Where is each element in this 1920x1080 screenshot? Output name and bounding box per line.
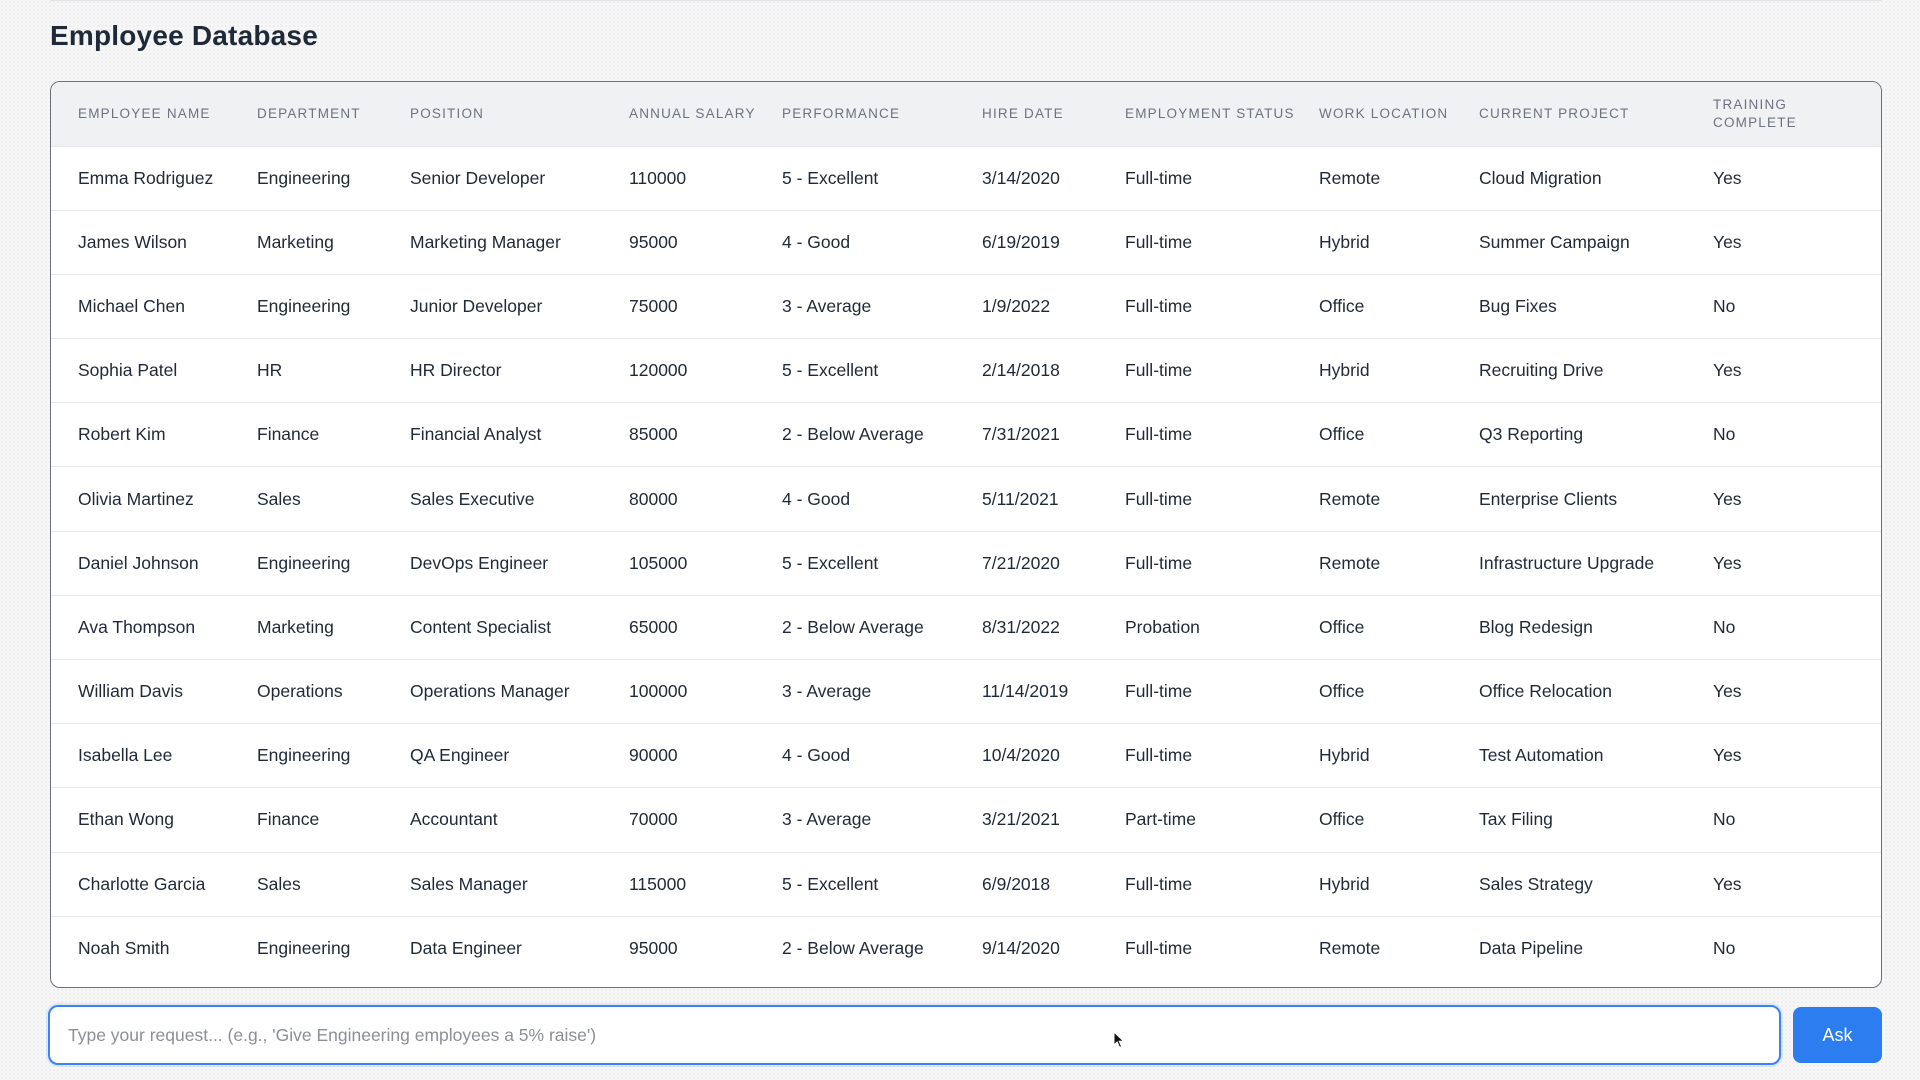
table-body (51, 146, 1881, 980)
cell-annual-salary[interactable]: 80000 (629, 488, 678, 509)
table-row[interactable] (51, 852, 1881, 916)
cell-work-location[interactable]: Hybrid (1319, 360, 1370, 381)
cell-performance[interactable]: 5 - Excellent (782, 360, 879, 381)
cell-employment-status[interactable]: Full-time (1125, 552, 1193, 573)
cell-annual-salary[interactable]: 90000 (629, 745, 678, 766)
cell-annual-salary[interactable]: 70000 (629, 809, 678, 830)
cell-position[interactable]: HR Director (410, 360, 502, 381)
cell-work-location[interactable]: Remote (1319, 167, 1381, 188)
cell-current-project[interactable]: Blog Redesign (1479, 616, 1593, 637)
cell-position[interactable]: Marketing Manager (410, 231, 561, 252)
table-row[interactable] (51, 595, 1881, 659)
column-header-training-complete[interactable]: TRAINING COMPLETE (1713, 96, 1797, 130)
column-header-work-location[interactable]: WORK LOCATION (1319, 105, 1449, 121)
cell-current-project[interactable]: Summer Campaign (1479, 231, 1630, 252)
cell-position[interactable]: Content Specialist (410, 616, 552, 637)
table-row[interactable] (51, 274, 1881, 338)
cell-employee-name[interactable]: Charlotte Garcia (78, 873, 206, 894)
cell-position[interactable]: Sales Manager (410, 873, 528, 894)
table-row[interactable] (51, 146, 1881, 210)
cell-employment-status[interactable]: Full-time (1125, 745, 1193, 766)
cell-position[interactable]: Financial Analyst (410, 424, 542, 445)
table-row[interactable] (51, 660, 1881, 724)
column-header-current-project[interactable]: CURRENT PROJECT (1479, 105, 1630, 121)
cell-current-project[interactable]: Bug Fixes (1479, 295, 1557, 316)
cell-annual-salary[interactable]: 95000 (629, 231, 678, 252)
cell-performance[interactable]: 4 - Good (782, 745, 851, 766)
cell-employment-status[interactable]: Full-time (1125, 873, 1193, 894)
mouse-pointer-icon (1113, 1031, 1125, 1049)
cell-current-project[interactable]: Q3 Reporting (1479, 424, 1584, 445)
cell-department[interactable]: Finance (257, 424, 320, 445)
cell-employment-status[interactable]: Full-time (1125, 231, 1193, 252)
top-divider (50, 0, 1882, 1)
header-row (51, 82, 1881, 146)
cell-annual-salary[interactable]: 95000 (629, 938, 678, 959)
cell-hire-date[interactable]: 7/21/2020 (982, 552, 1060, 573)
cell-training-complete[interactable]: Yes (1713, 745, 1742, 766)
cell-performance[interactable]: 2 - Below Average (782, 424, 924, 445)
employee-table-container[interactable] (50, 81, 1882, 988)
cell-employee-name[interactable]: Isabella Lee (78, 745, 173, 766)
cell-hire-date[interactable]: 1/9/2022 (982, 295, 1051, 316)
cell-training-complete[interactable]: No (1713, 809, 1736, 830)
cell-current-project[interactable]: Sales Strategy (1479, 873, 1593, 894)
cell-position[interactable]: Data Engineer (410, 938, 522, 959)
cell-employment-status[interactable]: Full-time (1125, 938, 1193, 959)
cell-employee-name[interactable]: Ava Thompson (78, 616, 196, 637)
cell-training-complete[interactable]: No (1713, 938, 1736, 959)
cell-department[interactable]: Engineering (257, 295, 351, 316)
cell-employment-status[interactable]: Full-time (1125, 295, 1193, 316)
cell-performance[interactable]: 4 - Good (782, 231, 851, 252)
cell-current-project[interactable]: Infrastructure Upgrade (1479, 552, 1655, 573)
cell-employment-status[interactable]: Probation (1125, 616, 1200, 637)
table-row[interactable] (51, 531, 1881, 595)
cell-department[interactable]: Sales (257, 488, 301, 509)
table-row[interactable] (51, 788, 1881, 852)
cell-position[interactable]: Accountant (410, 809, 498, 830)
cell-current-project[interactable]: Test Automation (1479, 745, 1604, 766)
cell-training-complete[interactable]: No (1713, 295, 1736, 316)
cell-performance[interactable]: 5 - Excellent (782, 552, 879, 573)
cell-performance[interactable]: 4 - Good (782, 488, 851, 509)
request-input[interactable] (48, 1005, 1781, 1065)
cell-performance[interactable]: 3 - Average (782, 681, 872, 702)
cell-employee-name[interactable]: Michael Chen (78, 295, 185, 316)
cell-annual-salary[interactable]: 115000 (629, 873, 687, 894)
column-header-performance[interactable]: PERFORMANCE (782, 105, 901, 121)
cell-department[interactable]: Finance (257, 809, 320, 830)
cell-work-location[interactable]: Remote (1319, 488, 1381, 509)
table-row[interactable] (51, 403, 1881, 467)
cell-work-location[interactable]: Office (1319, 809, 1365, 830)
cell-employee-name[interactable]: Emma Rodriguez (78, 167, 214, 188)
cell-department[interactable]: Engineering (257, 938, 351, 959)
column-header-position[interactable]: POSITION (410, 105, 485, 121)
cell-work-location[interactable]: Hybrid (1319, 231, 1370, 252)
cell-department[interactable]: Engineering (257, 167, 351, 188)
cell-performance[interactable]: 5 - Excellent (782, 167, 879, 188)
column-header-annual-salary[interactable]: ANNUAL SALARY (629, 105, 756, 121)
cell-employee-name[interactable]: William Davis (78, 681, 183, 702)
cell-employment-status[interactable]: Full-time (1125, 424, 1193, 445)
cell-hire-date[interactable]: 2/14/2018 (982, 360, 1060, 381)
cell-annual-salary[interactable]: 105000 (629, 552, 688, 573)
cell-employee-name[interactable]: Robert Kim (78, 424, 166, 445)
table-row[interactable] (51, 210, 1881, 274)
cell-current-project[interactable]: Tax Filing (1479, 809, 1553, 830)
employee-table (51, 82, 1881, 980)
cell-position[interactable]: QA Engineer (410, 745, 510, 766)
cell-employee-name[interactable]: Olivia Martinez (78, 488, 194, 509)
cell-employment-status[interactable]: Full-time (1125, 681, 1193, 702)
cell-current-project[interactable]: Enterprise Clients (1479, 488, 1618, 509)
cell-training-complete[interactable]: Yes (1713, 231, 1742, 252)
cell-hire-date[interactable]: 7/31/2021 (982, 424, 1060, 445)
cell-hire-date[interactable]: 3/21/2021 (982, 809, 1060, 830)
cell-department[interactable]: Engineering (257, 552, 351, 573)
cell-position[interactable]: Junior Developer (410, 295, 543, 316)
cell-work-location[interactable]: Hybrid (1319, 745, 1370, 766)
ask-button[interactable]: Ask (1793, 1007, 1882, 1063)
cell-hire-date[interactable]: 8/31/2022 (982, 616, 1060, 637)
cell-employment-status[interactable]: Part-time (1125, 809, 1196, 830)
cell-training-complete[interactable]: Yes (1713, 873, 1742, 894)
cell-position[interactable]: Senior Developer (410, 167, 546, 188)
cell-hire-date[interactable]: 3/14/2020 (982, 167, 1060, 188)
cell-training-complete[interactable]: Yes (1713, 681, 1742, 702)
cell-training-complete[interactable]: Yes (1713, 167, 1742, 188)
column-header-employment-status[interactable]: EMPLOYMENT STATUS (1125, 105, 1295, 121)
column-header-hire-date[interactable]: HIRE DATE (982, 105, 1064, 121)
cell-hire-date[interactable]: 9/14/2020 (982, 938, 1060, 959)
cell-employment-status[interactable]: Full-time (1125, 360, 1193, 381)
cell-training-complete[interactable]: No (1713, 616, 1736, 637)
cell-training-complete[interactable]: Yes (1713, 488, 1742, 509)
cell-annual-salary[interactable]: 110000 (629, 167, 687, 188)
column-header-employee-name[interactable]: EMPLOYEE NAME (78, 105, 211, 121)
cell-annual-salary[interactable]: 65000 (629, 616, 678, 637)
cell-department[interactable]: Marketing (257, 231, 334, 252)
cell-performance[interactable]: 5 - Excellent (782, 873, 879, 894)
cell-current-project[interactable]: Data Pipeline (1479, 938, 1584, 959)
cell-hire-date[interactable]: 6/9/2018 (982, 873, 1051, 894)
cell-department[interactable]: Engineering (257, 745, 351, 766)
cell-position[interactable]: Operations Manager (410, 681, 570, 702)
cell-employment-status[interactable]: Full-time (1125, 167, 1193, 188)
table-header (51, 82, 1881, 146)
page-title: Employee Database (50, 20, 318, 51)
cell-employee-name[interactable]: Noah Smith (78, 938, 170, 959)
cell-department[interactable]: Sales (257, 873, 301, 894)
cell-employment-status[interactable]: Full-time (1125, 488, 1193, 509)
cell-training-complete[interactable]: Yes (1713, 360, 1742, 381)
cell-position[interactable]: DevOps Engineer (410, 552, 549, 573)
cell-annual-salary[interactable]: 85000 (629, 424, 678, 445)
cell-position[interactable]: Sales Executive (410, 488, 535, 509)
cell-department[interactable]: Operations (257, 681, 343, 702)
table-row[interactable] (51, 916, 1881, 980)
table-row[interactable] (51, 339, 1881, 403)
table-row[interactable] (51, 724, 1881, 788)
cell-employee-name[interactable]: Ethan Wong (78, 809, 174, 830)
cell-employee-name[interactable]: James Wilson (78, 231, 187, 252)
cell-work-location[interactable]: Office (1319, 295, 1365, 316)
cell-current-project[interactable]: Office Relocation (1479, 681, 1612, 702)
cell-hire-date[interactable]: 10/4/2020 (982, 745, 1060, 766)
cell-performance[interactable]: 3 - Average (782, 809, 872, 830)
cell-performance[interactable]: 3 - Average (782, 295, 872, 316)
table-row[interactable] (51, 467, 1881, 531)
cell-performance[interactable]: 2 - Below Average (782, 938, 924, 959)
cell-annual-salary[interactable]: 100000 (629, 681, 688, 702)
column-header-department[interactable]: DEPARTMENT (257, 105, 361, 121)
cell-current-project[interactable]: Recruiting Drive (1479, 360, 1604, 381)
cell-department[interactable]: Marketing (257, 616, 334, 637)
cell-work-location[interactable]: Office (1319, 616, 1365, 637)
cell-work-location[interactable]: Remote (1319, 552, 1381, 573)
cell-annual-salary[interactable]: 120000 (629, 360, 688, 381)
cell-work-location[interactable]: Office (1319, 424, 1365, 445)
cell-employee-name[interactable]: Daniel Johnson (78, 552, 199, 573)
cell-current-project[interactable]: Cloud Migration (1479, 167, 1602, 188)
cell-work-location[interactable]: Hybrid (1319, 873, 1370, 894)
cell-hire-date[interactable]: 11/14/2019 (982, 681, 1069, 702)
cell-performance[interactable]: 2 - Below Average (782, 616, 924, 637)
cell-hire-date[interactable]: 5/11/2021 (982, 488, 1059, 509)
cell-department[interactable]: HR (257, 360, 283, 381)
cell-employee-name[interactable]: Sophia Patel (78, 360, 178, 381)
cell-training-complete[interactable]: No (1713, 424, 1736, 445)
cell-work-location[interactable]: Remote (1319, 938, 1381, 959)
cell-work-location[interactable]: Office (1319, 681, 1365, 702)
cell-annual-salary[interactable]: 75000 (629, 295, 678, 316)
cell-training-complete[interactable]: Yes (1713, 552, 1742, 573)
cell-hire-date[interactable]: 6/19/2019 (982, 231, 1060, 252)
